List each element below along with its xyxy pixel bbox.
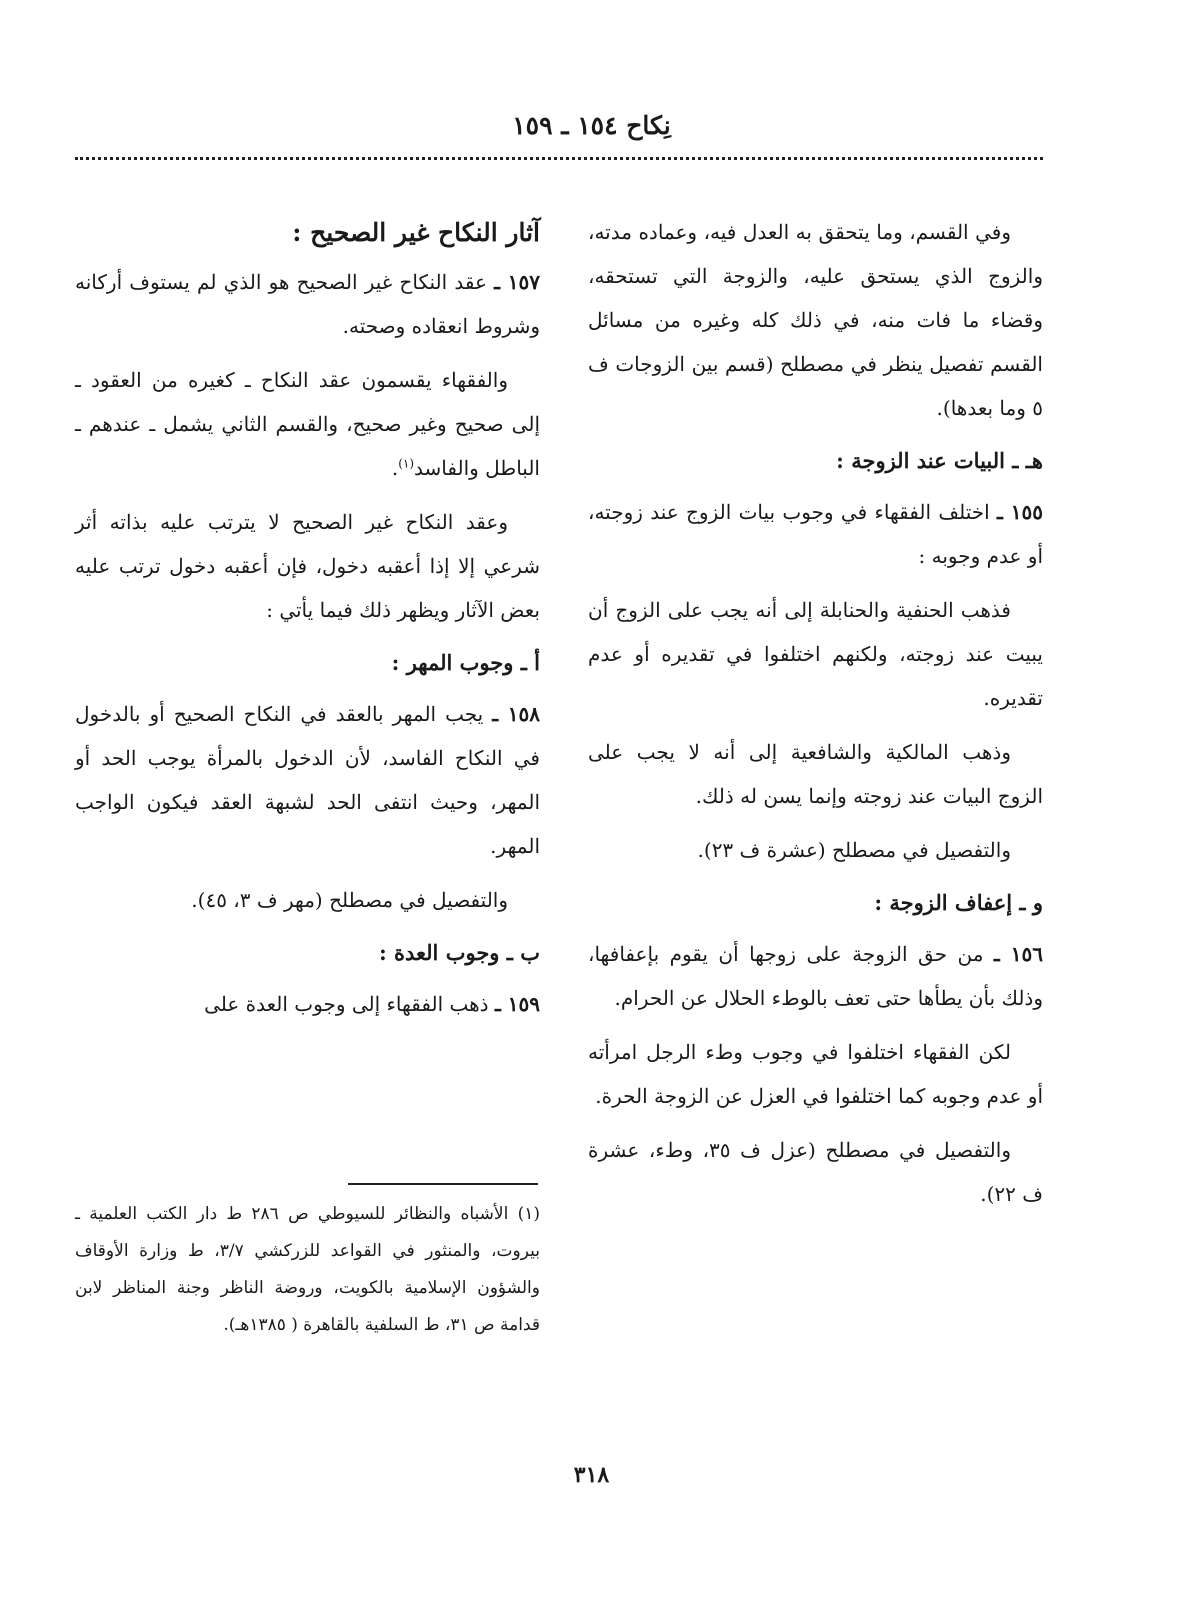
footnote-divider <box>348 1183 538 1185</box>
section-heading: هـ ـ البيات عند الزوجة : <box>836 448 1043 473</box>
footnote: (١) الأشباه والنظائر للسيوطي ص ٢٨٦ ط دار الكتب العلمية ـ بيروت، والمنثور في القواعد للزركشي ٣/٧، ط وزارة الأوقاف والشؤون الإسلامية بالكويت، وروضة الناظر وجنة المناظر لابن قدامة ص ٣١، ط السلفية بالقاهرة ( ١٣٨٥هـ). <box>75 1204 540 1335</box>
paragraph: وذهب المالكية والشافعية إلى أنه لا يجب على الزوج البيات عند زوجته وإنما يسن له ذلك. <box>588 740 1043 808</box>
paragraph: والتفصيل في مصطلح (مهر ف ٣، ٤٥). <box>191 888 508 912</box>
page-header: نِكاح ١٥٤ ـ ١٥٩ <box>512 111 671 140</box>
section-heading: أ ـ وجوب المهر : <box>391 650 540 675</box>
paragraph-text: والفقهاء يقسمون عقد النكاح ـ كغيره من العقود ـ إلى صحيح وغير صحيح، والقسم الثاني يشمل ـ عندهم ـ الباطل والفاسد <box>75 368 541 480</box>
page-number: ٣١٨ <box>573 1462 610 1488</box>
paragraph: لكن الفقهاء اختلفوا في وجوب وطء الرجل امرأته أو عدم وجوبه كما اختلفوا في العزل عن الزوجة الحرة. <box>588 1040 1043 1108</box>
paragraph-end: . <box>391 456 399 480</box>
paragraph: وعقد النكاح غير الصحيح لا يترتب عليه بذاته أثر شرعي إلا إذا أعقبه دخول، فإن أعقبه دخول ترتب عليه بعض الآثار ويظهر ذلك فيما يأتي : <box>75 510 540 622</box>
paragraph-text: يجب المهر بالعقد في النكاح الصحيح أو بالدخول في النكاح الفاسد، لأن الدخول بالمرأة يوجب الحد أو المهر، وحيث انتفى الحد لشبهة العقد فيكون الواجب المهر. <box>75 702 540 858</box>
paragraph-text: من حق الزوجة على زوجها أن يقوم بإعفافها، وذلك بأن يطأها حتى تعف بالوطء الحلال عن الحرام. <box>588 942 1043 1010</box>
paragraph-number: ١٥٧ ـ <box>494 270 541 294</box>
footnote-reference[interactable]: (١) <box>398 456 415 471</box>
paragraph-text: اختلف الفقهاء في وجوب بيات الزوج عند زوجته، أو عدم وجوبه : <box>588 500 1043 568</box>
paragraph: فذهب الحنفية والحنابلة إلى أنه يجب على الزوج أن يبيت عند زوجته، ولكنهم اختلفوا في تقديره أو عدم تقديره. <box>588 598 1043 710</box>
paragraph-text: ذهب الفقهاء إلى وجوب العدة على <box>204 992 489 1016</box>
section-heading: ب ـ وجوب العدة : <box>378 940 540 965</box>
paragraph <box>588 932 1043 1020</box>
paragraph <box>75 692 540 868</box>
paragraph <box>588 490 1043 578</box>
paragraph-number: ١٥٨ ـ <box>492 702 541 726</box>
left-column <box>75 210 540 1036</box>
paragraph <box>75 982 540 1026</box>
header-divider <box>75 157 1043 160</box>
paragraph: والتفصيل في مصطلح (عشرة ف ٢٣). <box>697 838 1011 862</box>
paragraph: والتفصيل في مصطلح (عزل ف ٣٥، وطء، عشرة ف ٢٢). <box>588 1138 1043 1206</box>
paragraph <box>75 260 540 348</box>
paragraph-number: ١٥٦ ـ <box>993 942 1044 966</box>
paragraph <box>75 358 540 490</box>
paragraph: وفي القسم، وما يتحقق به العدل فيه، وعماده مدته، والزوج الذي يستحق عليه، والزوجة التي تستحقه، وقضاء ما فات منه، في ذلك كله وغيره من مسائل القسم تفصيل ينظر في مصطلح (قسم بين الزوجات ف ٥ وما بعدها). <box>588 220 1043 420</box>
right-column <box>588 210 1043 1226</box>
paragraph-number: ١٥٥ ـ <box>996 500 1044 524</box>
paragraph-number: ١٥٩ ـ <box>494 992 540 1016</box>
section-heading: و ـ إعفاف الزوجة : <box>874 890 1043 915</box>
paragraph-text: عقد النكاح غير الصحيح هو الذي لم يستوف أركانه وشروط انعقاده وصحته. <box>75 270 540 338</box>
section-title: آثار النكاح غير الصحيح : <box>292 218 540 247</box>
